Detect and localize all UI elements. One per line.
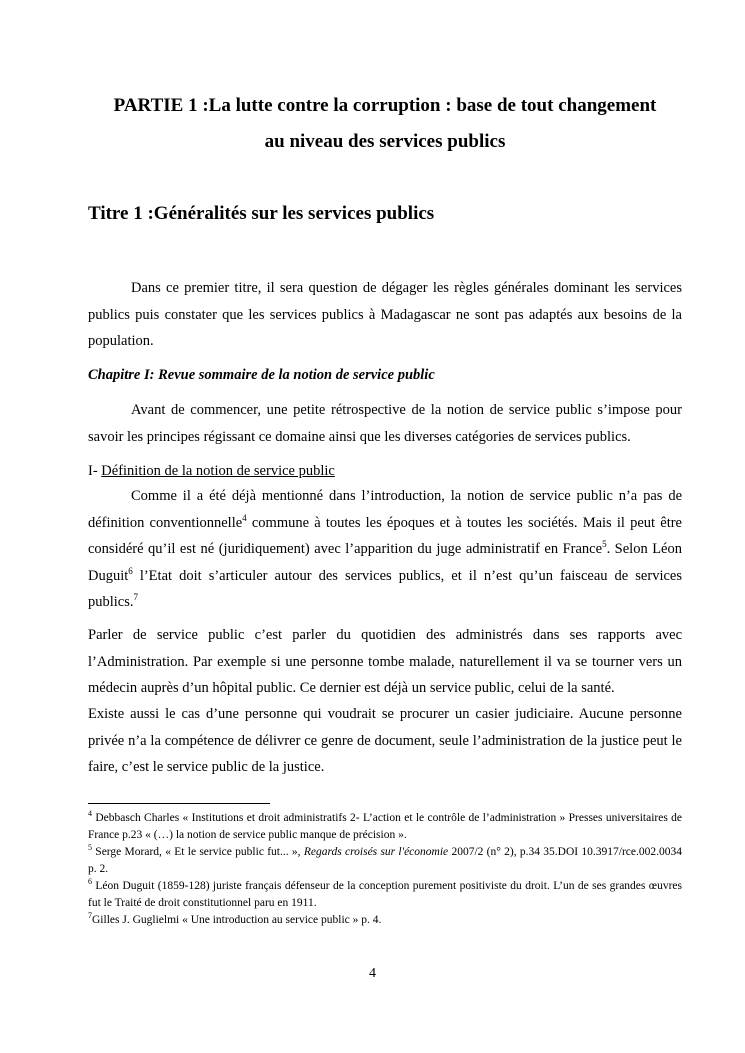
section-heading [88,458,682,485]
footnote-journal-title: Regards croisés sur l'économie [303,846,449,858]
footnote-separator [88,803,270,804]
intro-paragraph: Dans ce premier titre, il sera question de dégager les règles générales dominant les services publics puis constater que les services publics à Madagascar ne sont pas adaptés aux besoins de la population. [88,280,682,349]
definition-text-1: Comme il a été déjà mentionné dans l’introduction, la notion de service public n’a pas de définition conventionnelle [88,488,682,531]
footnote-number: 7 [88,911,92,921]
chapitre-paragraph: Avant de commencer, une petite rétrospective de la notion de service public s’impose pour savoir les principes régissant ce domaine ainsi que les diverses catégories de services publics. [88,402,682,445]
footnote-text: Debbasch Charles « Institutions et droit administratifs 2- L’action et le contrôle de l’administration » Presses universitaires de France p.23 « (…) la notion de service public manque de précision ». [88,812,683,841]
partie-title-line-1: PARTIE 1 :La lutte contre la corruption : base de tout changement [113,95,657,116]
partie-title-line-2: au niveau des services publics [264,131,506,152]
paragraph-quotidien: Parler de service public c’est parler du quotidien des administrés dans ses rapports avec l’Administration. Par exemple si une personne tombe malade, naturellement il va se tourner vers un médecin auprès d’un hôpital public. Ce dernier est déjà un service public, celui de la santé. [88,627,682,696]
definition-text-4: l’Etat doit s’articuler autour des services publics, et il n’est qu’un faisceau de services publics. [88,567,682,610]
footnote-5 [88,844,682,878]
footnote-6 [88,878,682,912]
footnotes [88,810,682,929]
footnote-number: 4 [88,809,92,819]
definition-text-2: commune à toutes les époques et à toutes les sociétés. Mais il peut être considéré qu’il est né (juridiquement) avec l’apparition du juge administratif en France [88,514,682,557]
paragraph-casier: Existe aussi le cas d’une personne qui voudrait se procurer un casier judiciaire. Aucune personne privée n’a la compétence de délivrer ce genre de document, seule l’administration de la justice peut le faire, c’est le service public de la justice. [88,706,682,775]
footnote-text-before: Serge Morard, « Et le service public fut... », [95,846,304,858]
footnote-text: Léon Duguit (1859-128) juriste français défenseur de la conception purement positiviste du droit. L’un de ses grandes œuvres fut le Traité de droit constitutionnel paru en 1911. [88,880,682,909]
footnote-number: 6 [88,877,92,887]
footnote-ref-7: 7 [133,592,139,603]
partie-title [88,88,682,160]
footnote-ref-5: 5 [602,539,607,550]
section-prefix: I- [88,463,102,479]
chapitre-heading: Chapitre I: Revue sommaire de la notion de service public [88,367,435,383]
footnote-text-after: 2007/2 (n° 2), p.34 35.DOI 10.3917/rce.002.0034 p. 2. [88,846,682,875]
definition-text-3: . Selon Léon Duguit [88,541,682,584]
footnote-4 [88,810,682,844]
footnote-number: 5 [88,843,92,853]
footnote-7 [88,912,682,929]
page-number: 4 [369,966,376,981]
footnote-ref-6: 6 [128,565,133,576]
footnote-ref-4: 4 [242,512,247,523]
definition-paragraph [88,483,682,616]
footnote-text: Gilles J. Guglielmi « Une introduction au service public » p. 4. [92,914,382,926]
titre-heading: Titre 1 :Généralités sur les services publics [88,203,435,224]
section-title: Définition de la notion de service public [101,463,335,479]
